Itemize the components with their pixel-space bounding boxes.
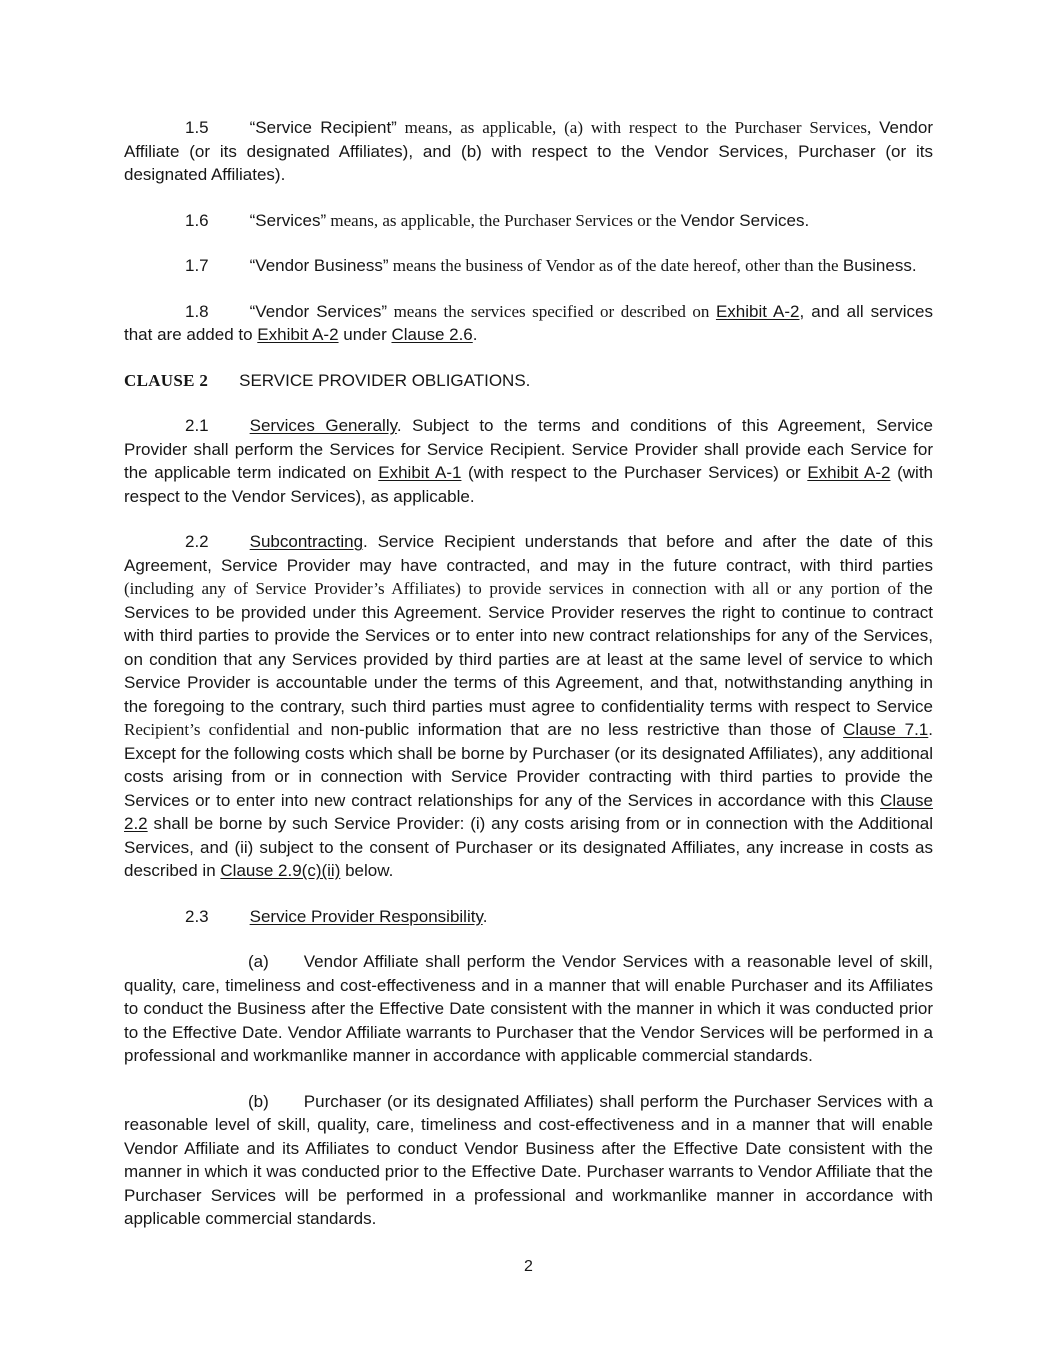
page-number: 2 <box>524 1258 533 1275</box>
text-run: (b) <box>248 1091 269 1111</box>
text-run: non-public information that are no less restrictive than those of <box>330 720 844 739</box>
text-run: Vendor Services. <box>680 210 810 230</box>
cross-reference: Clause 7.1 <box>843 720 929 739</box>
text-run: . Subject to the terms and conditions of this Agreement, Service Provider shall perform the Services for Service Recipient. Service Provider shall provide each Service for the applicable term indicated on <box>124 416 933 482</box>
cross-reference: Services Generally <box>249 416 397 435</box>
cross-reference: Exhibit A-1 <box>378 463 462 482</box>
text-run: below. <box>340 861 394 880</box>
text-run: the Services to be provided under this Agreement. Service Provider reserves the right to continue to contract with third parties to provide the Services or to enter into new contract relationships for any of the Services, on condition that any Services provided by third parties are at least at the same level of service to which Service Provider is accountable under the terms of this Agreement, and that, notwithstanding anything in the foregoing to the contrary, such third parties must agree to confidentiality terms with respect to Service <box>124 579 933 716</box>
text-run: means the business of Vendor as of the date hereof, other than the <box>388 256 843 275</box>
text-run: , and all services that are added to <box>124 301 933 344</box>
text-run: Recipient’s confidential and <box>124 720 331 739</box>
text-run: 1.5 <box>185 118 209 137</box>
cross-reference: Clause 2.2 <box>124 790 933 833</box>
para-2-3-a <box>124 950 933 1068</box>
para-2-2 <box>124 530 933 883</box>
text-run: 2.1 <box>185 416 209 435</box>
text-run: means, as applicable, the Purchaser Services or the <box>326 210 681 230</box>
text-run: Vendor Affiliate (or its designated Affiliates), and (b) with respect to the Vendor Services, Purchaser (or its designated Affiliates). <box>124 118 934 184</box>
text-run: “Vendor Business” <box>249 256 389 275</box>
cross-reference: Exhibit A-2 <box>715 301 800 321</box>
para-1-7 <box>124 254 933 278</box>
text-run: means the services specified or described on <box>387 301 716 321</box>
text-run: Business. <box>842 256 917 275</box>
text-run: (a) <box>248 952 269 971</box>
page-footer <box>124 1258 933 1276</box>
text-run: . Service Recipient understands that before and after the date of this Agreement, Service Provider may have contracted, and may in the future contract, with third parties <box>124 532 933 575</box>
text-run: 2.2 <box>185 532 209 551</box>
text-run: . <box>482 906 488 926</box>
text-run: 1.8 <box>185 301 209 321</box>
text-run: shall be borne by such Service Provider: (i) any costs arising from or in connection with the Additional Services, and (ii) subject to the consent of Purchaser or its designated Affiliates, any increase in costs as described in <box>124 814 933 880</box>
para-2-1 <box>124 414 933 508</box>
para-1-8 <box>124 300 933 347</box>
text-run: “Vendor Services” <box>249 301 388 321</box>
text-run: 1.6 <box>185 210 209 230</box>
para-2-3-b <box>124 1090 933 1231</box>
text-run: . Except for the following costs which shall be borne by Purchaser (or its designated Affiliates), any additional costs arising from or in connection with Service Provider contracting with third parties to provide the Services or to enter into new contract relationships for any of the Services in accordance with this <box>124 720 934 810</box>
para-1-5 <box>124 116 933 187</box>
cross-reference: Exhibit A-2 <box>257 325 339 344</box>
cross-reference: Exhibit A-2 <box>807 463 891 482</box>
text-run: “Services” <box>249 210 327 230</box>
text-run: “Service Recipient” <box>249 118 397 137</box>
text-run: . <box>472 325 478 344</box>
text-run: means, as applicable, (a) with respect to the Purchaser Services, <box>396 118 880 137</box>
text-run: 1.7 <box>185 256 209 275</box>
para-1-6 <box>124 209 933 233</box>
text-run: Purchaser (or its designated Affiliates) shall perform the Purchaser Services with a reasonable level of skill, quality, care, timeliness and cost-effectiveness and in a manner that will enable Vendor Affiliate and its Affiliates to conduct Vendor Business after the Effective Date consistent with the manner in which it was conducted prior to the Effective Date. Purchaser warrants to Vendor Affiliate that the Purchaser Services will be performed in a professional and workmanlike manner in accordance with applicable commercial standards. <box>124 1091 933 1228</box>
text-run: (with respect to the Vendor Services), as applicable. <box>124 463 933 506</box>
para-2-3 <box>124 905 933 929</box>
document-body <box>124 116 933 1253</box>
cross-reference: Clause 2.6 <box>391 325 473 344</box>
text-run: (including any of Service Provider’s Affiliates) to provide services in connection with all or any portion of <box>124 579 910 598</box>
text-run: CLAUSE 2 <box>124 370 209 390</box>
cross-reference: Clause 2.9(c)(ii) <box>220 861 341 880</box>
text-run: under <box>338 325 392 344</box>
heading-clause-2 <box>124 369 933 393</box>
cross-reference: Service Provider Responsibility <box>249 906 483 926</box>
text-run: 2.3 <box>185 906 209 926</box>
text-run: (with respect to the Purchaser Services) or <box>461 463 808 482</box>
text-run: Vendor Affiliate shall perform the Vendor Services with a reasonable level of skill, quality, care, timeliness and cost-effectiveness and in a manner that will enable Purchaser and its Affiliates to conduct the Business after the Effective Date consistent with the manner in which it was conducted prior to the Effective Date. Vendor Affiliate warrants to Purchaser that the Vendor Services will be performed in a professional and workmanlike manner in accordance with applicable commercial standards. <box>124 952 933 1065</box>
text-run: SERVICE PROVIDER OBLIGATIONS. <box>239 370 531 390</box>
cross-reference: Subcontracting <box>249 532 364 551</box>
